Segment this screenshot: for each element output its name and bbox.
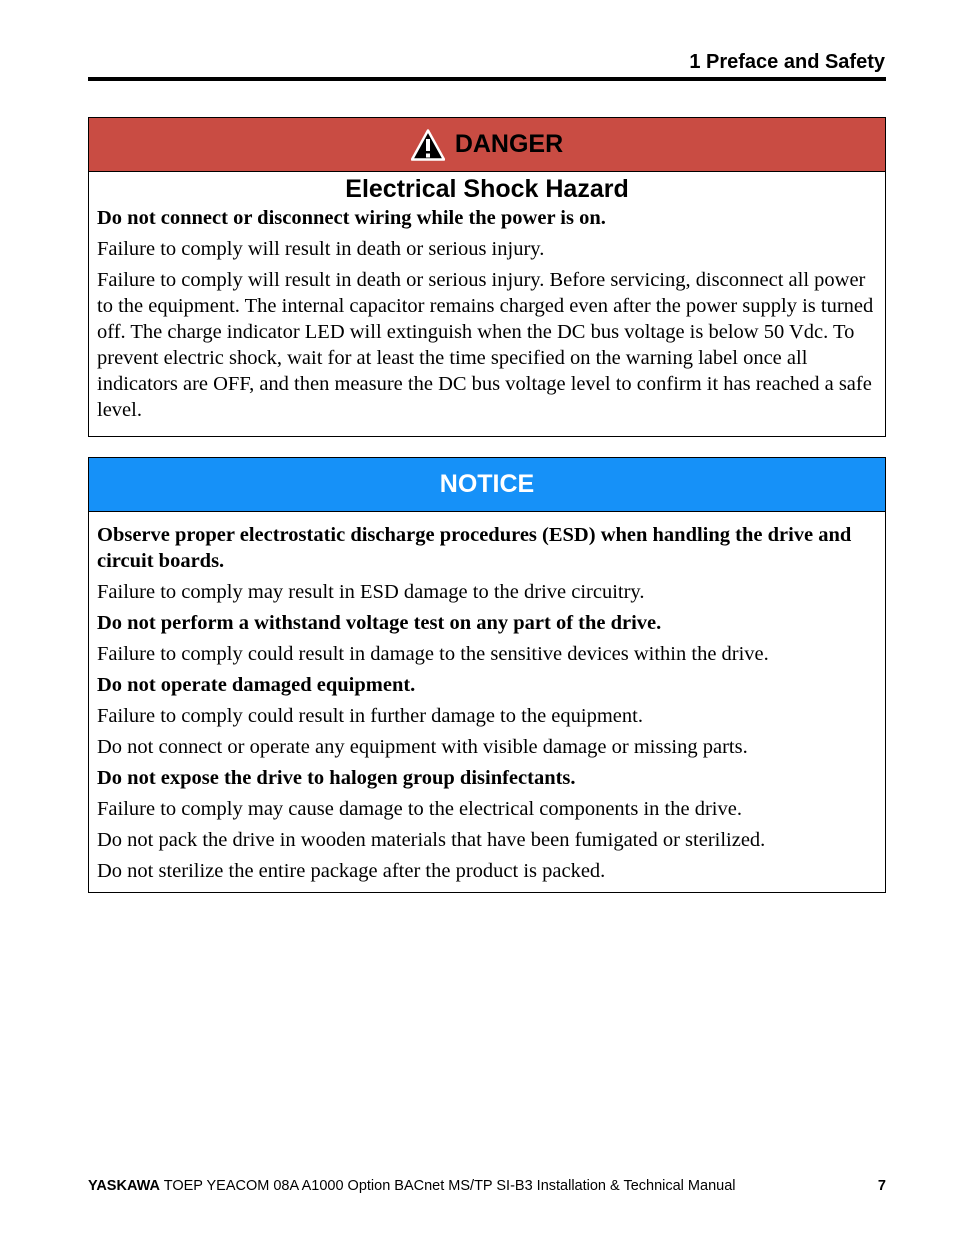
danger-paragraph: Failure to comply will result in death or serious injury. Before servicing, disconnect all power to the equipment. The internal capacitor remains charged even after the power supply is turned off. The charge indicator LED will extinguish when the DC bus voltage is below 50 Vdc. To prevent electric shock, wait for at least the time specified on the warning label once all indicators are OFF, and then measure the DC bus voltage level to confirm it has reached a safe level. [97, 269, 874, 421]
notice-paragraph: Failure to comply could result in further damage to the equipment. [97, 705, 643, 727]
notice-paragraph: Failure to comply may result in ESD damage to the drive circuitry. [97, 581, 645, 603]
notice-paragraph: Do not perform a withstand voltage test on any part of the drive. [97, 612, 662, 634]
notice-box [88, 457, 886, 893]
section-header: 1 Preface and Safety [689, 51, 885, 73]
notice-content [89, 512, 885, 884]
page-footer [88, 1178, 886, 1194]
page-number: 7 [877, 1178, 886, 1194]
notice-paragraph: Observe proper electrostatic discharge procedures (ESD) when handling the drive and circuit boards. [97, 524, 852, 572]
notice-paragraph: Failure to comply could result in damage to the sensitive devices within the drive. [97, 643, 769, 665]
danger-content [89, 205, 885, 423]
notice-paragraph: Do not sterilize the entire package after the product is packed. [97, 860, 606, 882]
notice-paragraph: Do not pack the drive in wooden materials that have been fumigated or sterilized. [97, 829, 766, 851]
notice-banner [89, 458, 885, 512]
danger-label: DANGER [454, 130, 564, 158]
warning-triangle-icon [411, 129, 445, 161]
notice-paragraph: Do not expose the drive to halogen group disinfectants. [97, 767, 576, 789]
footer-brand: YASKAWA [88, 1178, 160, 1194]
danger-paragraph: Do not connect or disconnect wiring while the power is on. [97, 207, 606, 229]
notice-paragraph: Do not operate damaged equipment. [97, 674, 416, 696]
notice-paragraph: Failure to comply may cause damage to the electrical components in the drive. [97, 798, 742, 820]
notice-label: NOTICE [439, 470, 535, 498]
danger-paragraph: Failure to comply will result in death or serious injury. [97, 238, 545, 260]
header-divider [88, 77, 886, 81]
footer-manual-title: TOEP YEACOM 08A A1000 Option BACnet MS/TP SI-B3 Installation & Technical Manual [163, 1178, 736, 1194]
notice-paragraph: Do not connect or operate any equipment with visible damage or missing parts. [97, 736, 748, 758]
danger-box [88, 117, 886, 437]
danger-banner [89, 118, 885, 172]
hazard-title: Electrical Shock Hazard [345, 175, 629, 203]
